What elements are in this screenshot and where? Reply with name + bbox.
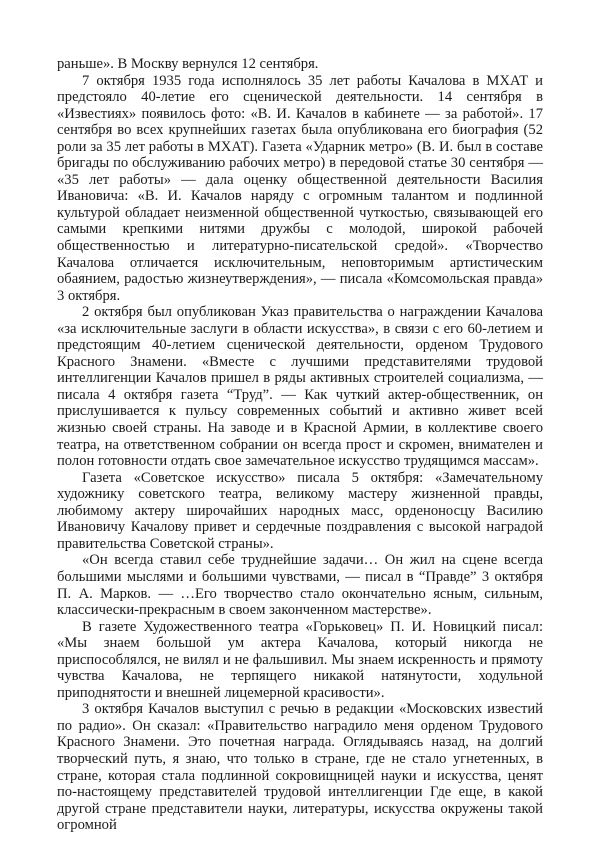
paragraph: 2 октября был опубликован Указ правительства о награждении Качалова «за исключительные заслуги в области искусства», в связи с его 60-летием и предстоящим 40-летием сценической деятельности, орденом Трудового Красного Знамени. «Вместе с лучшими представителями трудовой интеллигенции Качалов пришел в ряды активных строителей социализма, — писала 4 октября газета “Труд”. — Как чуткий актер-общественник, он прислушивается к пульсу современных событий и активно живет всей жизнью своей страны. На заводе и в Красной Армии, в коллективе своего театра, на ответственном собрании он всегда прост и скромен, внимателен и полон готовности отдать свое замечательное искусство трудящимся массам». — [57, 304, 543, 470]
paragraph: Газета «Советское искусство» писала 5 октября: «Замечательному художнику советского театра, великому мастеру жизненной правды, любимому актеру широчайших народных масс, орденоносцу Василию Ивановичу Качалову привет и сердечные поздравления с высокой наградой правительства Советской страны». — [57, 469, 543, 552]
document-page — [57, 56, 543, 834]
paragraph: 7 октября 1935 года исполнялось 35 лет работы Качалова в МХАТ и предстояло 40-летие его сценической деятельности. 14 сентября в «Известиях» появилось фото: «В. И. Качалов в кабинете — за работой». 17 сентября во всех крупнейших газетах была опубликована его биография (52 роли за 35 лет работы в МХАТ). Газета «Ударник метро» (В. И. был в составе бригады по обслуживанию рабочих метро) в передовой статье 30 сентября — «35 лет работы» — дала оценку общественной деятельности Василия Ивановича: «В. И. Качалов наряду с огромным талантом и подлинной культурой обладает неизменной общественной чуткостью, связывающей его самыми крепкими нитями дружбы с молодой, широкой рабочей общественностью и литературно-писательской средой». «Творчество Качалова отличается исключительным, неповторимым артистическим обаянием, радостью жизнеутверждения», — писала «Комсомольская правда» 3 октября. — [57, 72, 543, 304]
paragraph: 3 октября Качалов выступил с речью в редакции «Московских известий по радио». Он сказал: «Правительство наградило меня орденом Трудового Красного Знамени. Это почетная награда. Оглядываясь назад, на долгий творческий путь, я знаю, что только в стране, где не стало угнетенных, в стране, которая стала подлинной сокровищницей науки и искусства, ценят по-настоящему представителей трудовой интеллигенции Где еще, в какой другой стране представители науки, литературы, искусства окружены такой огромной — [57, 701, 543, 834]
paragraph: «Он всегда ставил себе труднейшие задачи… Он жил на сцене всегда большими мыслями и большими чувствами, — писал в “Правде” 3 октября П. А. Марков. — …Его творчество стало окончательно ясным, сильным, классически-прекрасным в своем законченном мастерстве». — [57, 552, 543, 619]
paragraph: раньше». В Москву вернулся 12 сентября. — [57, 56, 319, 72]
paragraph: В газете Художественного театра «Горьковец» П. И. Новицкий писал: «Мы знаем большой ум актера Качалова, который никогда не приспособлялся, не вилял и не фальшивил. Мы знаем искренность и прямоту чувства Качалова, не терпящего никакой натянутости, ходульной приподнятости и внешней лицемерной красивости». — [57, 618, 543, 701]
